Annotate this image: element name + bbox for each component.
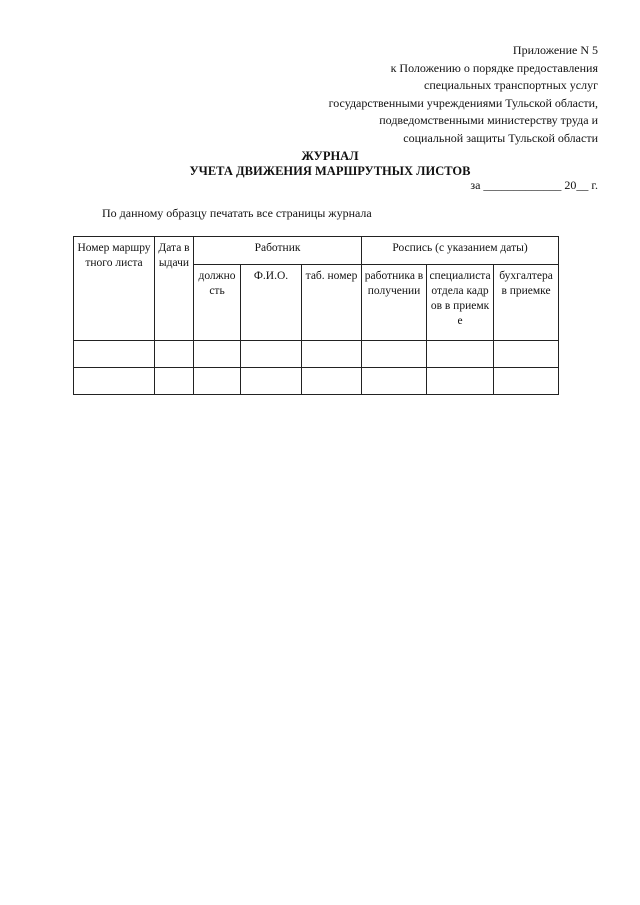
table-cell bbox=[302, 368, 362, 395]
table-row bbox=[74, 368, 559, 395]
journal-title: ЖУРНАЛ bbox=[301, 149, 359, 163]
table-cell bbox=[362, 368, 427, 395]
journal-table bbox=[73, 236, 559, 395]
header-accountant: бухгалтера в приемке bbox=[494, 265, 559, 341]
header-signature-group: Роспись (с указанием даты) bbox=[362, 237, 559, 265]
table-cell bbox=[494, 368, 559, 395]
table-cell bbox=[241, 368, 302, 395]
table-cell bbox=[74, 341, 155, 368]
table-cell bbox=[427, 368, 494, 395]
table-cell bbox=[494, 341, 559, 368]
table-cell bbox=[427, 341, 494, 368]
header-worker-receipt: работника в получении bbox=[362, 265, 427, 341]
table-header-row bbox=[74, 237, 559, 265]
journal-subtitle: УЧЕТА ДВИЖЕНИЯ МАРШРУТНЫХ ЛИСТОВ bbox=[189, 164, 471, 178]
print-note: По данному образцу печатать все страницы журнала bbox=[102, 206, 372, 220]
table-cell bbox=[302, 341, 362, 368]
table-cell bbox=[362, 341, 427, 368]
header-tab-number: таб. номер bbox=[302, 265, 362, 341]
header-fio: Ф.И.О. bbox=[241, 265, 302, 341]
header-issue-date: Дата выдачи bbox=[155, 237, 194, 341]
table-cell bbox=[194, 368, 241, 395]
appendix-line: специальных транспортных услуг bbox=[424, 78, 598, 92]
appendix-line: государственными учреждениями Тульской области, bbox=[328, 95, 598, 110]
appendix-header bbox=[258, 42, 598, 147]
table-cell bbox=[155, 341, 194, 368]
table-cell bbox=[74, 368, 155, 395]
table-cell bbox=[194, 341, 241, 368]
table-cell bbox=[155, 368, 194, 395]
appendix-line: к Положению о порядке предоставления bbox=[390, 60, 598, 75]
appendix-line: социальной защиты Тульской области bbox=[403, 130, 598, 145]
header-position: должность bbox=[194, 265, 241, 341]
appendix-line: Приложение N 5 bbox=[512, 43, 598, 57]
header-hr-specialist: специалиста отдела кадров в приемке bbox=[427, 265, 494, 341]
appendix-line: подведомственными министерству труда и bbox=[379, 113, 598, 127]
table-row bbox=[74, 341, 559, 368]
table-cell bbox=[241, 341, 302, 368]
period-line: за _____________ 20__ г. bbox=[470, 178, 598, 192]
header-route-number: Номер маршрутного листа bbox=[74, 237, 155, 341]
header-worker-group: Работник bbox=[194, 237, 362, 265]
